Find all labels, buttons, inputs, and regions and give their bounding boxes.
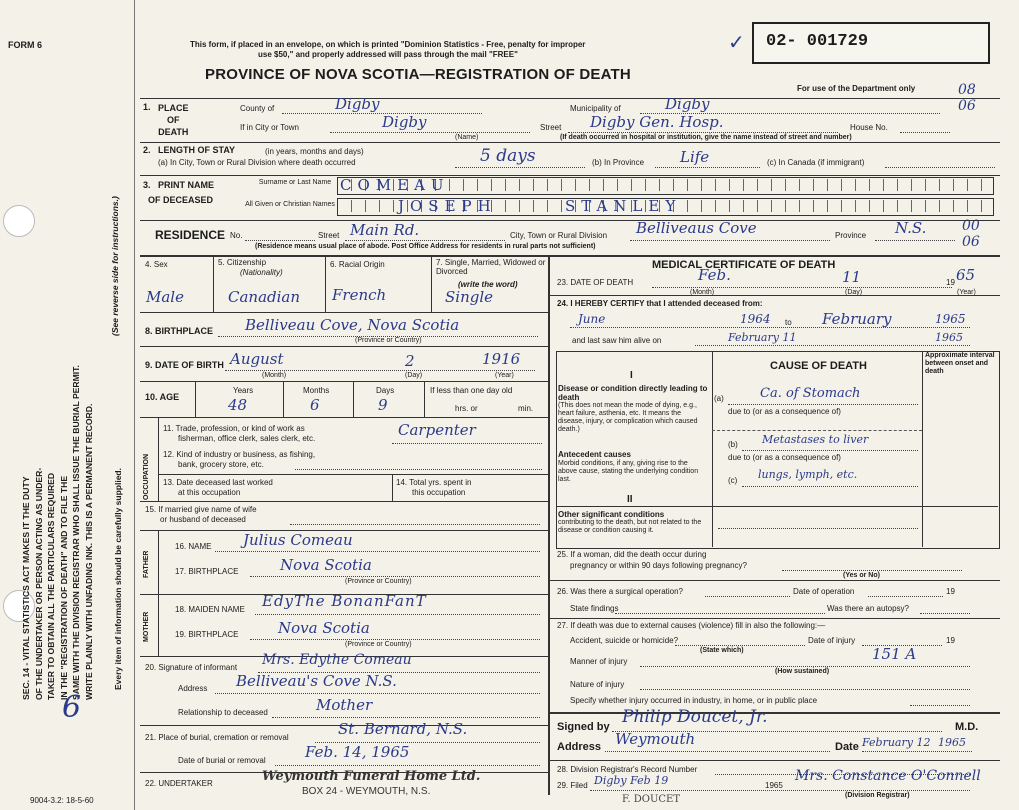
rule xyxy=(140,381,548,382)
marital-label: 7. Single, Married, Widowed or Divorced xyxy=(436,258,546,276)
surname-label: Surname or Last Name xyxy=(258,179,332,186)
cause-of-death-title: CAUSE OF DEATH xyxy=(770,360,867,372)
rule xyxy=(431,256,432,312)
age-min: min. xyxy=(518,404,534,413)
father-name-line xyxy=(215,551,540,552)
department-code-1: 08 06 xyxy=(958,82,976,114)
of-deceased-label: OF DECEASED xyxy=(148,195,214,205)
sex-label: 4. Sex xyxy=(145,260,168,269)
rule xyxy=(424,381,425,417)
rule xyxy=(158,594,159,656)
filed-year: 1965 xyxy=(765,781,783,790)
spouse-line xyxy=(290,524,540,525)
given-name-1: JOSEPH xyxy=(398,197,497,215)
burial-date-line xyxy=(275,765,540,766)
rule xyxy=(140,346,548,347)
form-number: FORM 6 xyxy=(8,40,43,50)
age-days-label: Days xyxy=(376,386,395,395)
burial-date-label: Date of burial or removal xyxy=(178,756,266,765)
trade-label-2: fisherman, office clerk, sales clerk, etc. xyxy=(178,434,316,443)
dob-day-caption: (Day) xyxy=(405,372,423,379)
filed-value: Digby Feb 19 xyxy=(594,774,669,787)
residence-city-line xyxy=(630,240,830,241)
rule xyxy=(922,351,923,547)
street-label: Street xyxy=(540,123,562,132)
mother-birthplace-label: 19. BIRTHPLACE xyxy=(175,630,239,639)
residence-street-value: Main Rd. xyxy=(350,221,420,239)
external-causes-label: 27. If death was due to external causes (violence) fill in also the following:— xyxy=(557,621,826,630)
md-label: M.D. xyxy=(955,721,979,733)
father-birthplace-label: 17. BIRTHPLACE xyxy=(175,567,239,576)
total-years-label: 14. Total yrs. spent in xyxy=(396,478,472,487)
accident-line xyxy=(675,645,805,646)
date-line xyxy=(862,751,972,752)
mother-name-value: EdyThe BonanFanT xyxy=(262,592,427,610)
dob-year: 1916 xyxy=(482,350,521,368)
name-caption: (Name) xyxy=(455,134,479,141)
residence-label: RESIDENCE xyxy=(155,228,226,242)
informant-address-line xyxy=(215,693,540,694)
racial-origin-value: French xyxy=(332,286,387,304)
trade-value: Carpenter xyxy=(398,421,476,439)
rule xyxy=(140,312,548,313)
date-value: February 12 xyxy=(862,736,931,749)
rule xyxy=(140,98,1000,99)
rule xyxy=(283,381,284,417)
death-year-caption: (Year) xyxy=(957,289,976,296)
last-saw-label: and last saw him alive on xyxy=(572,336,662,345)
death-year: 65 xyxy=(956,266,976,284)
form-title: PROVINCE OF NOVA SCOTIA—REGISTRATION OF DEATH xyxy=(205,66,631,83)
side-line: SAME WITH THE DIVISION REGISTRAR WHO SHALL ISSUE THE BURIAL PERMIT. xyxy=(71,365,81,700)
date-label: Date xyxy=(835,741,859,753)
dob-month-caption: (Month) xyxy=(262,372,287,379)
every-item-note: Every item of information should be carefully supplied. xyxy=(113,468,123,690)
side-instructions xyxy=(20,180,95,700)
institution-note: (If death occurred in hospital or institution, give the name instead of street and number) xyxy=(560,134,852,141)
age-months-value: 6 xyxy=(310,396,320,414)
medical-certificate-title: MEDICAL CERTIFICATE OF DEATH xyxy=(652,259,836,271)
margin-handwritten-mark: 6 xyxy=(62,690,82,725)
disease-label: Disease or condition directly leading to death xyxy=(558,384,708,402)
sex-value: Male xyxy=(146,288,184,306)
city-line xyxy=(330,132,530,133)
rule xyxy=(549,580,1000,581)
occupation-side-label: OCCUPATION xyxy=(143,453,150,500)
residence-province-label: Province xyxy=(835,231,867,240)
stay-a-label: (a) In City, Town or Rural Division where death occurred xyxy=(158,158,356,167)
municipality-label: Municipality of xyxy=(570,104,621,113)
mother-birthplace-line xyxy=(250,639,540,640)
birthplace-label: 8. BIRTHPLACE xyxy=(145,326,214,336)
cause-b-value: Metastases to liver xyxy=(762,433,869,446)
margin-line xyxy=(134,0,135,810)
specify-label: Specify whether injury occurred in industry, in home, or in public place xyxy=(570,696,818,705)
dob-day: 2 xyxy=(405,352,415,370)
yes-no-caption: (Yes or No) xyxy=(843,572,880,579)
operation-date-label: Date of operation xyxy=(793,587,855,596)
informant-address-value: Belliveau's Cove N.S. xyxy=(236,672,397,690)
last-saw-year: 1965 xyxy=(935,331,963,344)
residence-city-value: Belliveaus Cove xyxy=(636,219,757,237)
street-value: Digby Gen. Hosp. xyxy=(590,113,724,131)
mail-notice-1: This form, if placed in an envelope, on which is printed "Dominion Statistics - Free, penalty for improper xyxy=(190,40,586,49)
dob-line xyxy=(225,370,535,371)
rule xyxy=(140,220,1000,221)
citizenship-sub: (Nationality) xyxy=(240,268,283,277)
attended-to-year: 1965 xyxy=(935,312,966,326)
relationship-label: Relationship to deceased xyxy=(178,708,268,717)
spouse-label: 15. If married give name of wife xyxy=(145,505,257,514)
how-sustained-caption: (How sustained) xyxy=(775,668,830,675)
attended-line xyxy=(570,327,970,328)
division-registrar-caption: (Division Registrar) xyxy=(845,792,910,799)
residence-no-line xyxy=(245,240,315,241)
industry-line xyxy=(295,469,542,470)
accident-label: Accident, suicide or homicide? xyxy=(570,636,679,645)
birthplace-caption: (Province or Country) xyxy=(355,337,422,344)
residence-city-label: City, Town or Rural Division xyxy=(510,231,608,240)
age-less-than-day: If less than one day old xyxy=(430,386,513,395)
stay-c-line xyxy=(885,167,995,168)
father-side-label: FATHER xyxy=(143,550,150,578)
department-code-2: 00 06 xyxy=(962,218,980,250)
pregnancy-line xyxy=(782,570,962,571)
cause-a-value: Ca. of Stomach xyxy=(760,386,861,401)
surgery-label: 26. Was there a surgical operation? xyxy=(557,587,683,596)
findings-label: State findings xyxy=(570,604,619,613)
operation-year-prefix: 19 xyxy=(946,587,955,596)
doucet-stamp: F. DOUCET xyxy=(622,794,681,805)
cause-c-value: lungs, lymph, etc. xyxy=(758,468,858,481)
filed-label: 29. Filed xyxy=(557,781,588,790)
citizenship-value: Canadian xyxy=(228,288,301,306)
street-line xyxy=(568,132,838,133)
undertaker-stamp-address: BOX 24 - WEYMOUTH, N.S. xyxy=(302,786,431,797)
side-line: TAKER TO OBTAIN ALL THE PARTICULARS REQUIRED xyxy=(46,472,56,700)
burial-place-label: 21. Place of burial, cremation or removal xyxy=(145,733,289,742)
attended-to: February xyxy=(822,310,892,328)
last-saw-line xyxy=(695,345,970,346)
surgery-line xyxy=(705,596,790,597)
autopsy-label: Was there an autopsy? xyxy=(827,604,909,613)
dob-month: August xyxy=(230,350,284,368)
address-label: Address xyxy=(557,741,602,753)
stay-a-value: 5 days xyxy=(480,146,536,166)
total-years-label-2: this occupation xyxy=(412,488,466,497)
death-year-prefix: 19 xyxy=(946,278,955,287)
rule xyxy=(712,430,922,431)
residence-street-line xyxy=(345,240,505,241)
mother-birthplace-caption: (Province or Country) xyxy=(345,641,412,648)
disease-note: (This does not mean the mode of dying, e.g., heart failure, asthenia, etc. It means the disease, injury, or complication which caused death.) xyxy=(558,402,698,433)
rule xyxy=(392,474,393,501)
antecedent-note: Morbid conditions, if any, giving rise to the above cause, stating the underlying condition last. xyxy=(558,460,699,483)
side-line: OF THE UNDERTAKER OR PERSON ACTING AS UNDER- xyxy=(33,467,44,700)
residence-province-value: N.S. xyxy=(895,219,927,237)
cause-b-line xyxy=(742,450,918,451)
age-years-value: 48 xyxy=(228,396,248,414)
registrar-signature: Mrs. Constance O'Connell xyxy=(795,768,981,784)
other-conditions-label: Other significant conditions xyxy=(558,510,665,519)
given-name-2: STANLEY xyxy=(565,197,682,215)
father-birthplace-caption: (Province or Country) xyxy=(345,578,412,585)
signed-by-value: Philip Doucet, Jr. xyxy=(622,707,768,727)
autopsy-line xyxy=(920,613,970,614)
rule xyxy=(158,530,159,594)
residence-province-line xyxy=(875,240,955,241)
dob-year-caption: (Year) xyxy=(495,372,514,379)
rule xyxy=(158,474,548,475)
county-label: County of xyxy=(240,104,275,113)
trade-label: 11. Trade, profession, or kind of work as xyxy=(163,424,305,433)
column-divider xyxy=(548,255,550,795)
age-hrs: hrs. or xyxy=(455,404,478,413)
injury-date-label: Date of injury xyxy=(808,636,856,645)
house-no-line xyxy=(900,132,950,133)
due-to-1: due to (or as a consequence of) xyxy=(728,407,841,416)
findings-line xyxy=(615,613,825,614)
length-of-stay-label: LENGTH OF STAY xyxy=(158,145,236,155)
death-month: Feb. xyxy=(698,266,731,284)
roman-one: I xyxy=(630,370,633,381)
signed-by-label: Signed by xyxy=(557,721,610,733)
antecedent-label: Antecedent causes xyxy=(558,450,631,459)
pregnancy-label-2: pregnancy or within 90 days following pregnancy? xyxy=(570,561,747,570)
surname-value: COMEAU xyxy=(340,176,450,194)
attended-to-label: to xyxy=(785,318,792,327)
municipality-value: Digby xyxy=(665,95,710,113)
spouse-label-2: or husband of deceased xyxy=(160,515,246,524)
rule xyxy=(353,381,354,417)
trade-line xyxy=(392,443,542,444)
burial-place-value: St. Bernard, N.S. xyxy=(338,720,468,738)
age-days-value: 9 xyxy=(378,396,388,414)
rule xyxy=(325,256,326,312)
death-month-caption: (Month) xyxy=(690,289,715,296)
father-name-label: 16. NAME xyxy=(175,542,212,551)
manner-value: 151 A xyxy=(872,645,917,663)
mother-name-line xyxy=(255,614,540,615)
stay-a-line xyxy=(455,167,585,168)
death-day: 11 xyxy=(842,268,862,286)
address-value: Weymouth xyxy=(615,730,696,748)
rule xyxy=(549,712,1000,714)
reverse-side-note: (See reverse side for instructions.) xyxy=(110,196,120,336)
attended-from: June xyxy=(578,312,606,326)
cause-a-label: (a) xyxy=(714,394,724,403)
rule xyxy=(549,295,1000,296)
print-name-label: PRINT NAME xyxy=(158,180,214,190)
operation-date-line xyxy=(868,596,943,597)
section-3-number: 3. xyxy=(143,180,151,190)
rule xyxy=(140,255,1000,257)
side-line: IN THE "REGISTRATION OF DEATH" AND TO FILE THE xyxy=(58,475,69,700)
industry-label: 12. Kind of industry or business, as fishing, xyxy=(163,450,316,459)
last-saw-value: February 11 xyxy=(728,331,797,344)
cause-b-label: (b) xyxy=(728,440,738,449)
roman-two: II xyxy=(627,494,633,505)
pregnancy-label: 25. If a woman, did the death occur during xyxy=(557,550,707,559)
undertaker-label: 22. UNDERTAKER xyxy=(145,779,213,788)
length-of-stay-sub: (in years, months and days) xyxy=(265,147,364,156)
industry-label-2: bank, grocery store, etc. xyxy=(178,460,264,469)
informant-address-label: Address xyxy=(178,684,208,693)
rule xyxy=(549,618,1000,619)
age-months-label: Months xyxy=(303,386,330,395)
nature-label: Nature of injury xyxy=(570,680,625,689)
citizenship-label: 5. Citizenship xyxy=(218,258,267,267)
father-birthplace-line xyxy=(250,576,540,577)
informant-value: Mrs. Edythe Comeau xyxy=(262,652,412,668)
record-number-label: 28. Division Registrar's Record Number xyxy=(557,765,698,774)
city-value: Digby xyxy=(382,113,427,131)
cause-a-line xyxy=(728,404,918,405)
marital-value: Single xyxy=(445,288,494,306)
date-of-death-label: 23. DATE OF DEATH xyxy=(557,278,634,287)
house-no-label: House No. xyxy=(850,123,888,132)
form-code: 9004-3.2: 18-5-60 xyxy=(30,796,94,805)
date-year: 1965 xyxy=(938,736,966,749)
residence-no-label: No. xyxy=(230,231,243,240)
side-line: SEC. 14 - VITAL STATISTICS ACT MAKES IT THE DUTY xyxy=(21,476,31,700)
manner-line xyxy=(640,666,970,667)
rule xyxy=(549,760,1000,761)
department-use-label: For use of the Department only xyxy=(797,84,916,93)
other-conditions-note: contributing to the death, but not related to the disease or condition causing it. xyxy=(558,519,702,534)
mother-name-label: 18. MAIDEN NAME xyxy=(175,605,245,614)
due-to-2: due to (or as a consequence of) xyxy=(728,453,841,462)
undertaker-stamp-name: Weymouth Funeral Home Ltd. xyxy=(262,769,481,784)
filed-line xyxy=(590,790,970,791)
birthplace-value: Belliveau Cove, Nova Scotia xyxy=(245,316,460,334)
stay-b-line xyxy=(655,167,760,168)
injury-year-prefix: 19 xyxy=(946,636,955,645)
other-conditions-line xyxy=(718,528,918,529)
rule xyxy=(140,175,1000,176)
stay-c-label: (c) In Canada (if immigrant) xyxy=(767,158,865,167)
residence-street-label: Street xyxy=(318,231,340,240)
age-label: 10. AGE xyxy=(145,392,180,402)
last-worked-label: 13. Date deceased last worked xyxy=(163,478,273,487)
cause-c-label: (c) xyxy=(728,476,738,485)
stay-b-label: (b) In Province xyxy=(592,158,645,167)
rule xyxy=(195,381,196,417)
burial-date-value: Feb. 14, 1965 xyxy=(305,743,410,761)
date-of-death-line xyxy=(652,287,952,288)
rule xyxy=(140,501,548,502)
rule xyxy=(556,506,998,507)
county-value: Digby xyxy=(335,95,380,113)
attended-from-year: 1964 xyxy=(740,312,771,326)
rule xyxy=(140,417,548,418)
address-line xyxy=(605,751,830,752)
relationship-line xyxy=(272,717,540,718)
state-which-caption: (State which) xyxy=(700,647,744,654)
specify-line xyxy=(910,705,970,706)
mother-birthplace-value: Nova Scotia xyxy=(278,619,370,637)
stay-b-value: Life xyxy=(680,148,710,166)
place-of-death-label: PLACE OF DEATH xyxy=(158,103,189,137)
section-1-number: 1. xyxy=(143,102,151,112)
informant-label: 20. Signature of informant xyxy=(145,663,238,672)
racial-origin-label: 6. Racial Origin xyxy=(330,260,385,269)
last-worked-label-2: at this occupation xyxy=(178,488,241,497)
certify-label: 24. I HEREBY CERTIFY that I attended deceased from: xyxy=(557,299,763,308)
relationship-value: Mother xyxy=(316,696,373,714)
rule xyxy=(140,142,1000,143)
nature-line xyxy=(640,689,970,690)
age-years-label: Years xyxy=(233,386,254,395)
cause-c-line xyxy=(742,486,918,487)
check-mark: ✓ xyxy=(728,30,745,54)
rule xyxy=(712,351,713,547)
registration-number: 02- 001729 xyxy=(766,32,869,51)
given-names-label: All Given or Christian Names xyxy=(245,201,335,208)
rule xyxy=(213,256,214,312)
residence-note: (Residence means usual place of abode. Post Office Address for residents in rural parts not sufficient) xyxy=(255,243,596,250)
section-2-number: 2. xyxy=(143,145,151,155)
mail-notice-2: use $50," and properly addressed will pass through the mail "FREE" xyxy=(258,50,518,59)
side-line: WRITE PLAINLY WITH UNFADING INK. THIS IS A PERMANENT RECORD. xyxy=(83,403,94,700)
marital-sub: (write the word) xyxy=(458,280,518,289)
dob-label: 9. DATE OF BIRTH xyxy=(145,360,224,370)
manner-label: Manner of injury xyxy=(570,657,628,666)
city-label: If in City or Town xyxy=(240,123,299,132)
father-birthplace-value: Nova Scotia xyxy=(280,556,372,574)
death-day-caption: (Day) xyxy=(845,289,863,296)
mother-side-label: MOTHER xyxy=(143,611,150,642)
father-name-value: Julius Comeau xyxy=(243,531,353,549)
rule xyxy=(158,417,159,501)
registration-number-box xyxy=(752,22,990,64)
approx-interval-label: Approximate interval between onset and death xyxy=(925,352,995,375)
